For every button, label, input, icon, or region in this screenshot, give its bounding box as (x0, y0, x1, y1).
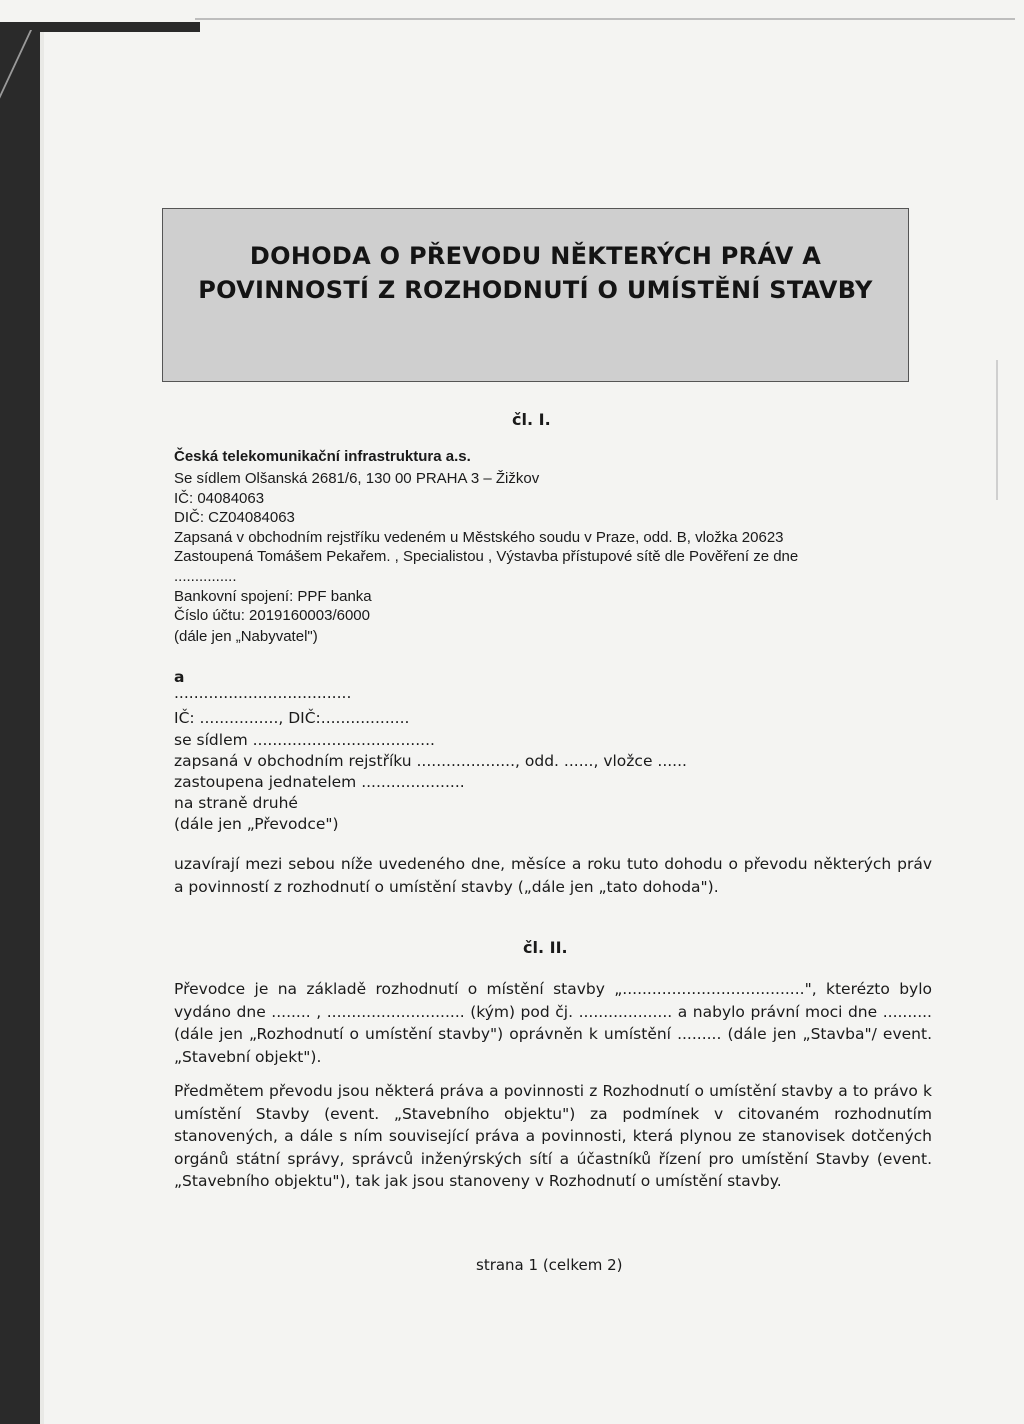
party2-represented: zastoupena jednatelem ..................... (174, 773, 465, 791)
party1-bank: Bankovní spojení: PPF banka (174, 588, 372, 605)
party2-alias: (dále jen „Převodce") (174, 815, 339, 833)
party2-name-dots: .................................... (174, 684, 352, 702)
party2-ic-dic: IČ: ................, DIČ:.................. (174, 709, 410, 727)
title-line-2: POVINNOSTÍ Z ROZHODNUTÍ O UMÍSTĚNÍ STAVBY (198, 276, 873, 304)
party1-account: Číslo účtu: 2019160003/6000 (174, 607, 370, 624)
article-1-heading: čl. I. (512, 410, 551, 429)
party2-side: na straně druhé (174, 794, 298, 812)
party1-address: Se sídlem Olšanská 2681/6, 130 00 PRAHA 3 – Žižkov (174, 470, 540, 487)
party1-ic: IČ: 04084063 (174, 490, 265, 507)
and-word: a (174, 668, 185, 686)
party2-seat: se sídlem ..................................... (174, 731, 435, 749)
party1-name: Česká telekomunikační infrastruktura a.s. (174, 448, 471, 465)
agreement-paragraph: uzavírají mezi sebou níže uvedeného dne, měsíce a roku tuto dohodu o převodu některých práv a povinností z rozhodnutí o umístění stavby („dále jen „tato dohoda"). (174, 855, 932, 896)
party1-register: Zapsaná v obchodním rejstříku vedeném u Městského soudu v Praze, odd. B, vložka 20623 (174, 529, 784, 546)
party1-date-dots: ............... (174, 568, 237, 585)
document-title (163, 239, 908, 307)
scan-top-line (195, 18, 1015, 20)
article-2-paragraph-2: Předmětem převodu jsou některá práva a povinnosti z Rozhodnutí o umístění stavby a to právo k umístění Stavby (event. „Stavebního objektu") za podmínek v citovaném rozhodnutím stanovených, a dále s ním související práva a povinnosti, která plynou ze stanovisek dotčených orgánů státní správy, správců inženýrských sítí a účastníků řízení pro umístění Stavby (event. „Stavebního objektu"), tak jak jsou stanoveny v Rozhodnutí o umístění stavby. (174, 1082, 932, 1190)
article-2-paragraph-1: Převodce je na základě rozhodnutí o místění stavby „.....................................", kterézto bylo vydáno dne ........ , ............................ (kým) pod čj. ................... a nabylo právní moci dne .......... (dále jen „Rozhodnutí o umístění stavby") oprávněn k umístění ......... (dále jen „Stavba"/ event. „Stavební objekt"). (174, 980, 932, 1066)
page-footer: strana 1 (celkem 2) (476, 1256, 623, 1274)
title-line-1: DOHODA O PŘEVODU NĚKTERÝCH PRÁV A (249, 242, 822, 270)
party1-alias: (dále jen „Nabyvatel") (174, 628, 318, 645)
party2-register: zapsaná v obchodním rejstříku ...................., odd. ......, vložce ...... (174, 752, 687, 770)
party1-represented: Zastoupená Tomášem Pekařem. , Specialistou , Výstavba přístupové sítě dle Pověření ze dne (174, 548, 799, 565)
party1-dic: DIČ: CZ04084063 (174, 509, 295, 526)
article-2-heading: čl. II. (523, 938, 568, 957)
scan-right-mark (996, 360, 998, 500)
title-box (162, 208, 909, 382)
